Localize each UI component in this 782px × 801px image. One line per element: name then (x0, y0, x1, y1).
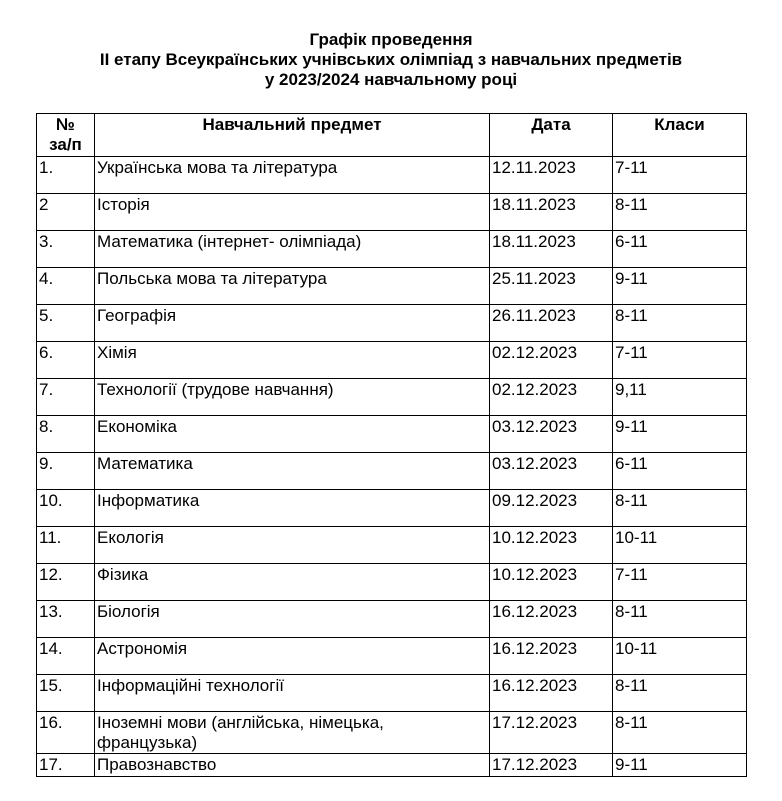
subject-cell: Історія (95, 194, 490, 231)
row-number-cell: 9. (37, 453, 95, 490)
table-row (37, 527, 747, 564)
row-number-cell: 15. (37, 675, 95, 712)
date-cell: 02.12.2023 (490, 342, 613, 379)
table-row (37, 601, 747, 638)
date-cell: 26.11.2023 (490, 305, 613, 342)
date-cell: 12.11.2023 (490, 157, 613, 194)
table-row (37, 416, 747, 453)
table-row (37, 564, 747, 601)
date-cell: 18.11.2023 (490, 194, 613, 231)
table-row (37, 268, 747, 305)
row-number-cell: 11. (37, 527, 95, 564)
grades-cell: 8-11 (613, 712, 747, 754)
table-row (37, 453, 747, 490)
subject-cell: Технології (трудове навчання) (95, 379, 490, 416)
grades-cell: 8-11 (613, 490, 747, 527)
row-number-cell: 13. (37, 601, 95, 638)
date-cell: 10.12.2023 (490, 527, 613, 564)
table-row (37, 231, 747, 268)
grades-cell: 6-11 (613, 231, 747, 268)
grades-cell: 7-11 (613, 564, 747, 601)
date-cell: 16.12.2023 (490, 601, 613, 638)
subject-cell: Географія (95, 305, 490, 342)
grades-cell: 9-11 (613, 268, 747, 305)
subject-cell: Математика (95, 453, 490, 490)
subject-cell: Екологія (95, 527, 490, 564)
table-row (37, 490, 747, 527)
table-row (37, 157, 747, 194)
row-number-cell: 17. (37, 754, 95, 777)
header-date: Дата (490, 114, 613, 157)
row-number-cell: 7. (37, 379, 95, 416)
subject-cell: Біологія (95, 601, 490, 638)
subject-cell: Хімія (95, 342, 490, 379)
header-number-label: № за/п (49, 115, 82, 154)
grades-cell: 7-11 (613, 342, 747, 379)
row-number-cell: 2 (37, 194, 95, 231)
row-number-cell: 6. (37, 342, 95, 379)
row-number-cell: 3. (37, 231, 95, 268)
header-subject: Навчальний предмет (95, 114, 490, 157)
row-number-cell: 16. (37, 712, 95, 754)
grades-cell: 8-11 (613, 194, 747, 231)
subject-cell: Фізика (95, 564, 490, 601)
header-grades: Класи (613, 114, 747, 157)
date-cell: 09.12.2023 (490, 490, 613, 527)
subject-cell: Інформатика (95, 490, 490, 527)
table-row (37, 638, 747, 675)
table-row (37, 342, 747, 379)
subject-cell: Іноземні мови (англійська, німецька, французька) (95, 712, 490, 754)
grades-cell: 8-11 (613, 675, 747, 712)
row-number-cell: 1. (37, 157, 95, 194)
grades-cell: 9,11 (613, 379, 747, 416)
subject-cell: Астрономія (95, 638, 490, 675)
table-row (37, 379, 747, 416)
grades-cell: 6-11 (613, 453, 747, 490)
date-cell: 17.12.2023 (490, 754, 613, 777)
document-title (0, 30, 782, 90)
table-row (37, 194, 747, 231)
date-cell: 03.12.2023 (490, 416, 613, 453)
title-line-3: у 2023/2024 навчальному році (264, 70, 518, 89)
date-cell: 25.11.2023 (490, 268, 613, 305)
date-cell: 16.12.2023 (490, 638, 613, 675)
subject-cell: Польська мова та література (95, 268, 490, 305)
title-line-1: Графік проведення (309, 30, 473, 49)
row-number-cell: 5. (37, 305, 95, 342)
row-number-cell: 12. (37, 564, 95, 601)
olympiad-schedule-table (36, 113, 747, 777)
header-number (37, 114, 95, 157)
date-cell: 18.11.2023 (490, 231, 613, 268)
table-row (37, 754, 747, 777)
table-body (37, 157, 747, 777)
row-number-cell: 8. (37, 416, 95, 453)
grades-cell: 7-11 (613, 157, 747, 194)
date-cell: 03.12.2023 (490, 453, 613, 490)
subject-cell: Правознавство (95, 754, 490, 777)
subject-cell: Інформаційні технології (95, 675, 490, 712)
table-header-row (37, 114, 747, 157)
grades-cell: 9-11 (613, 416, 747, 453)
grades-cell: 8-11 (613, 601, 747, 638)
subject-cell: Економіка (95, 416, 490, 453)
date-cell: 16.12.2023 (490, 675, 613, 712)
subject-cell: Українська мова та література (95, 157, 490, 194)
grades-cell: 10-11 (613, 638, 747, 675)
grades-cell: 10-11 (613, 527, 747, 564)
date-cell: 17.12.2023 (490, 712, 613, 754)
table-row (37, 712, 747, 754)
table-row (37, 675, 747, 712)
date-cell: 10.12.2023 (490, 564, 613, 601)
row-number-cell: 14. (37, 638, 95, 675)
date-cell: 02.12.2023 (490, 379, 613, 416)
subject-cell: Математика (інтернет- олімпіада) (95, 231, 490, 268)
grades-cell: 8-11 (613, 305, 747, 342)
row-number-cell: 10. (37, 490, 95, 527)
table-row (37, 305, 747, 342)
title-line-2: ІІ етапу Всеукраїнських учнівських олімпіад з навчальних предметів (99, 50, 683, 69)
grades-cell: 9-11 (613, 754, 747, 777)
row-number-cell: 4. (37, 268, 95, 305)
